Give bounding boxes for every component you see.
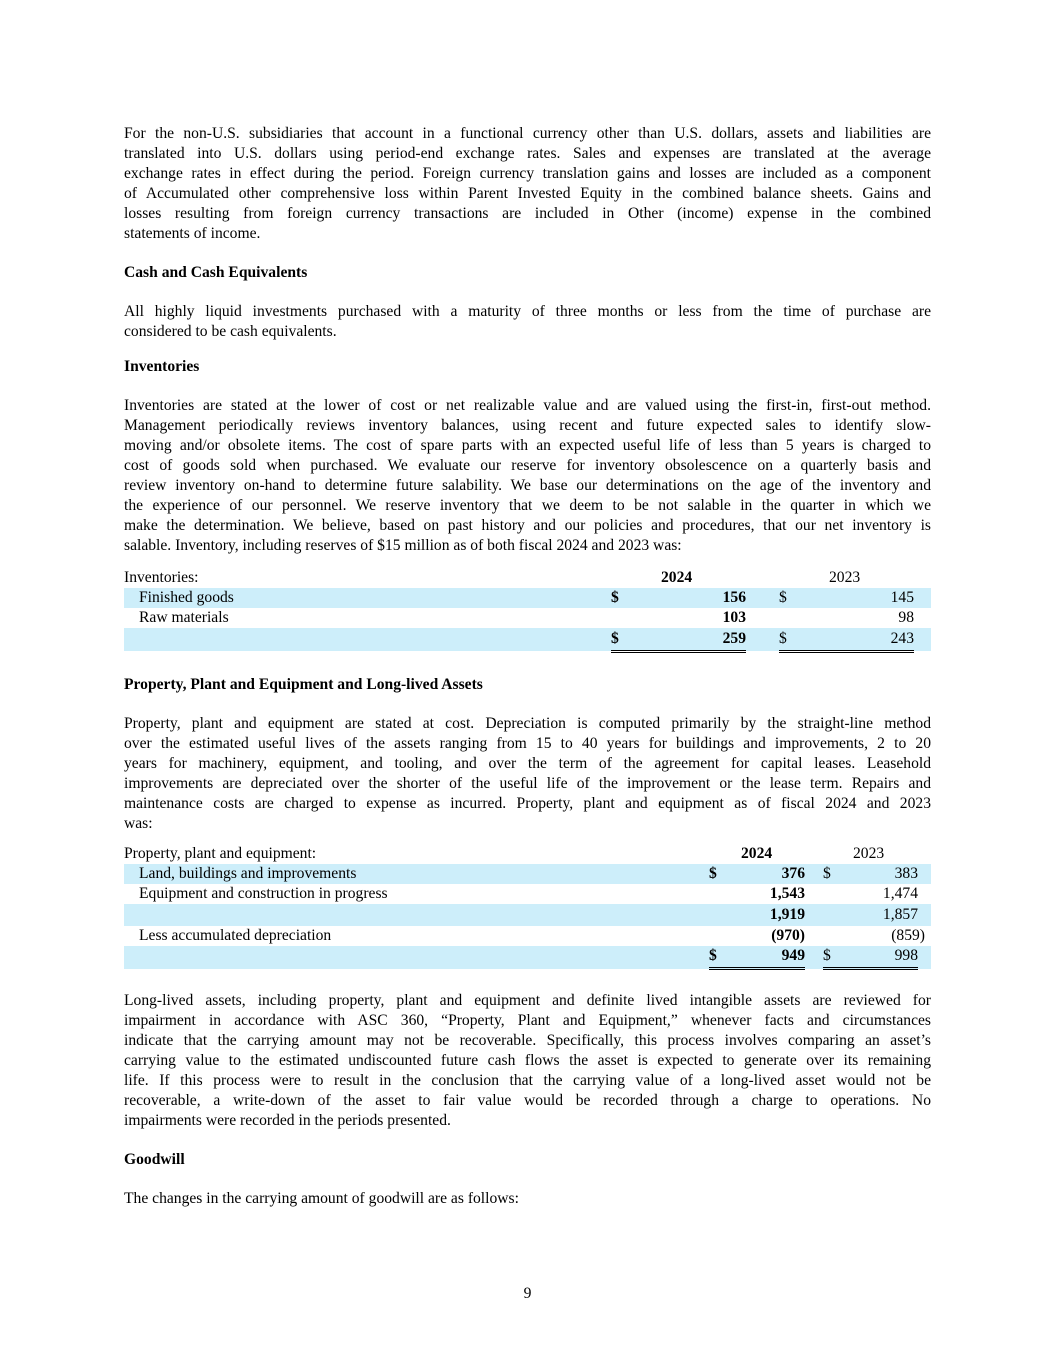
table-row: Raw materials 103 98 — [139, 609, 914, 626]
col-2023-header: 2023 — [853, 844, 885, 862]
long-lived-paragraph: Long-lived assets, including property, plant and equipment and definite lived intangible assets are reviewed for impairment in accordance with ASC 360, “Property, Plant and Equipment,” whenever facts and circumstances indicate that the carrying amount may not be recoverable. Specifically, this process involves comparing an asset’s carrying value to the estimated undiscounted future cash flows the asset is expected to generate over its remaining life. If this process were to result in the conclusion that the carrying value of a long-lived asset would not be recoverable, a write-down of the asset to fair value would be recorded through a charge to operations. No impairments were recorded in the periods presented. — [124, 992, 931, 1129]
table-row: Equipment and construction in progress 1,543 1,474 — [139, 884, 918, 902]
table-row: Land, buildings and improvements $ 376 $ 383 — [124, 864, 931, 884]
cash-heading: Cash and Cash Equivalents — [124, 264, 308, 281]
ppe-table — [124, 844, 931, 971]
ppe-table-header — [124, 844, 931, 864]
inventories-table-title: Inventories: — [124, 569, 199, 586]
col-2024-header: 2024 — [741, 844, 773, 862]
ppe-heading: Property, Plant and Equipment and Long-lived Assets — [124, 675, 483, 693]
inventories-heading: Inventories — [124, 358, 200, 375]
ppe-paragraph: Property, plant and equipment are stated at cost. Depreciation is computed primarily by the straight-line method over the estimated useful lives of the assets ranging from 15 to 40 years for buildings and improvements, 2 to 20 years for machinery, equipment, and tooling, and over the term of the agreement for capital leases. Leasehold improvements are depreciated over the shorter of the useful life of the improvement or the lease term. Repairs and maintenance costs are charged to expense as incurred. Property, plant and equipment as of fiscal 2024 and 2023 was: — [124, 714, 931, 832]
inventories-table — [124, 568, 931, 653]
table-subtotal-row: 1,919 1,857 — [124, 904, 931, 926]
table-row: Finished goods $ 156 $ 145 — [124, 588, 931, 608]
intro-paragraph: For the non-U.S. subsidiaries that account in a functional currency other than U.S. dollars, assets and liabilities are translated into U.S. dollars using period-end exchange rates. Sales and expenses are translated at the average exchange rates in effect during the period. Foreign currency translation gains and losses are included as a component of Accumulated other comprehensive loss within Parent Invested Equity in the combined balance sheets. Gains and losses resulting from foreign currency transactions are included in Other (income) expense in the combined statements of income. — [124, 125, 931, 242]
goodwill-heading: Goodwill — [124, 1151, 185, 1168]
document-page — [124, 124, 931, 1209]
ppe-table-title: Property, plant and equipment: — [124, 844, 317, 862]
col-2024-header: 2024 — [661, 569, 693, 586]
table-total-row: $ 259 $ 243 — [124, 628, 931, 651]
goodwill-paragraph: The changes in the carrying amount of goodwill are as follows: — [124, 1190, 519, 1207]
cash-paragraph: All highly liquid investments purchased with a maturity of three months or less from the time of purchase are considered to be cash equivalents. — [124, 303, 931, 340]
page-number: 9 — [523, 1285, 532, 1302]
table-row: Less accumulated depreciation (970) (859) — [139, 926, 925, 944]
inventories-table-header — [124, 568, 931, 588]
inventories-paragraph: Inventories are stated at the lower of cost or net realizable value and are valued using the first-in, first-out method. Management periodically reviews inventory balances, using recent and future expected sales to identify slow- moving and/or obsolete items. The cost of spare parts with an expected useful life of less than 5 years is charged to cost of goods sold when purchased. We evaluate our reserve for inventory obsolescence on a quarterly basis and review inventory on-hand to determine future salability. We base our determinations on the age of the inventory and the experience of our personnel. We reserve inventory that we deem to be not salable in the quarter in which we make the determination. We believe, based on past history and our policies and procedures, that our net inventory is salable. Inventory, including reserves of $15 million as of both fiscal 2024 and 2023 was: — [124, 397, 931, 554]
table-total-row: $ 949 $ 998 — [124, 946, 931, 969]
col-2023-header: 2023 — [829, 569, 861, 586]
